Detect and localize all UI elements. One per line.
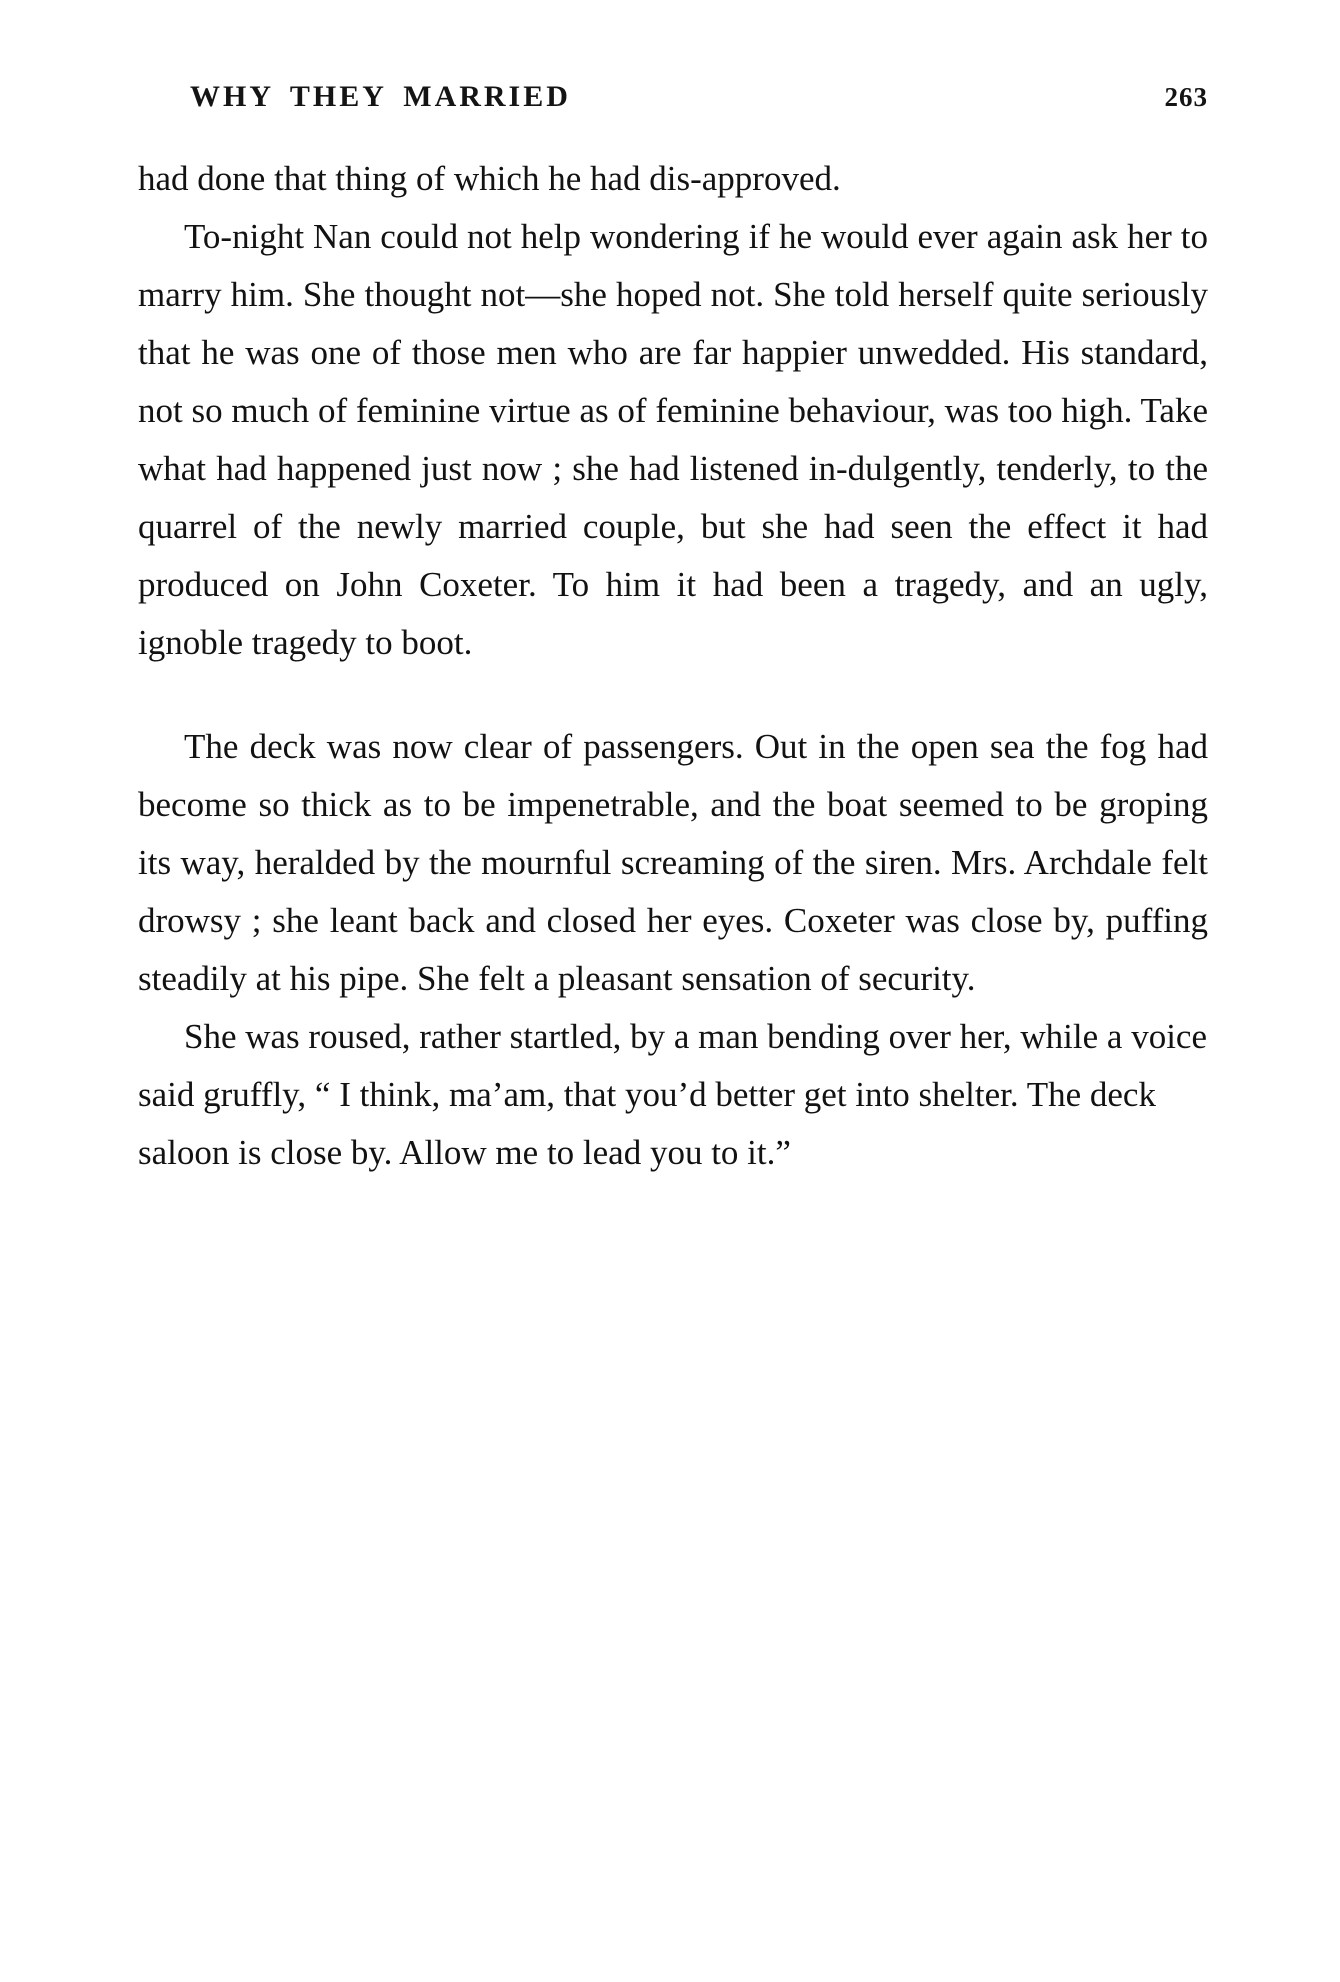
running-head-title: WHY THEY MARRIED	[190, 80, 571, 113]
paragraph: She was roused, rather startled, by a man bending over her, while a voice said gruffly, “ I think, ma’am, that you’d better get into shelter. The deck saloon is close by. Allow me to lead you to it.”	[138, 1017, 1207, 1172]
page-content	[138, 80, 1208, 1182]
paragraph: The deck was now clear of passengers. Out in the open sea the fog had become so thick as to be impenetrable, and the boat seemed to be groping its way, heralded by the mournful screaming of the siren. Mrs. Archdale felt drowsy ; she leant back and closed her eyes. Coxeter was close by, puffing steadily at his pipe. She felt a pleasant sensation of security.	[138, 727, 1208, 998]
paragraph: had done that thing of which he had dis-approved.	[138, 159, 841, 198]
page-number: 263	[1164, 82, 1208, 112]
running-header	[138, 80, 1208, 114]
paragraph: To-night Nan could not help wondering if he would ever again ask her to marry him. She thought not—she hoped not. She told herself quite seriously that he was one of those men who are far happier unwedded. His standard, not so much of feminine virtue as of feminine behaviour, was too high. Take what had happened just now ; she had listened in-dulgently, tenderly, to the quarrel of the newly married couple, but she had seen the effect it had produced on John Coxeter. To him it had been a tragedy, and an ugly, ignoble tragedy to boot.	[138, 217, 1208, 662]
body-text	[138, 150, 1208, 1182]
